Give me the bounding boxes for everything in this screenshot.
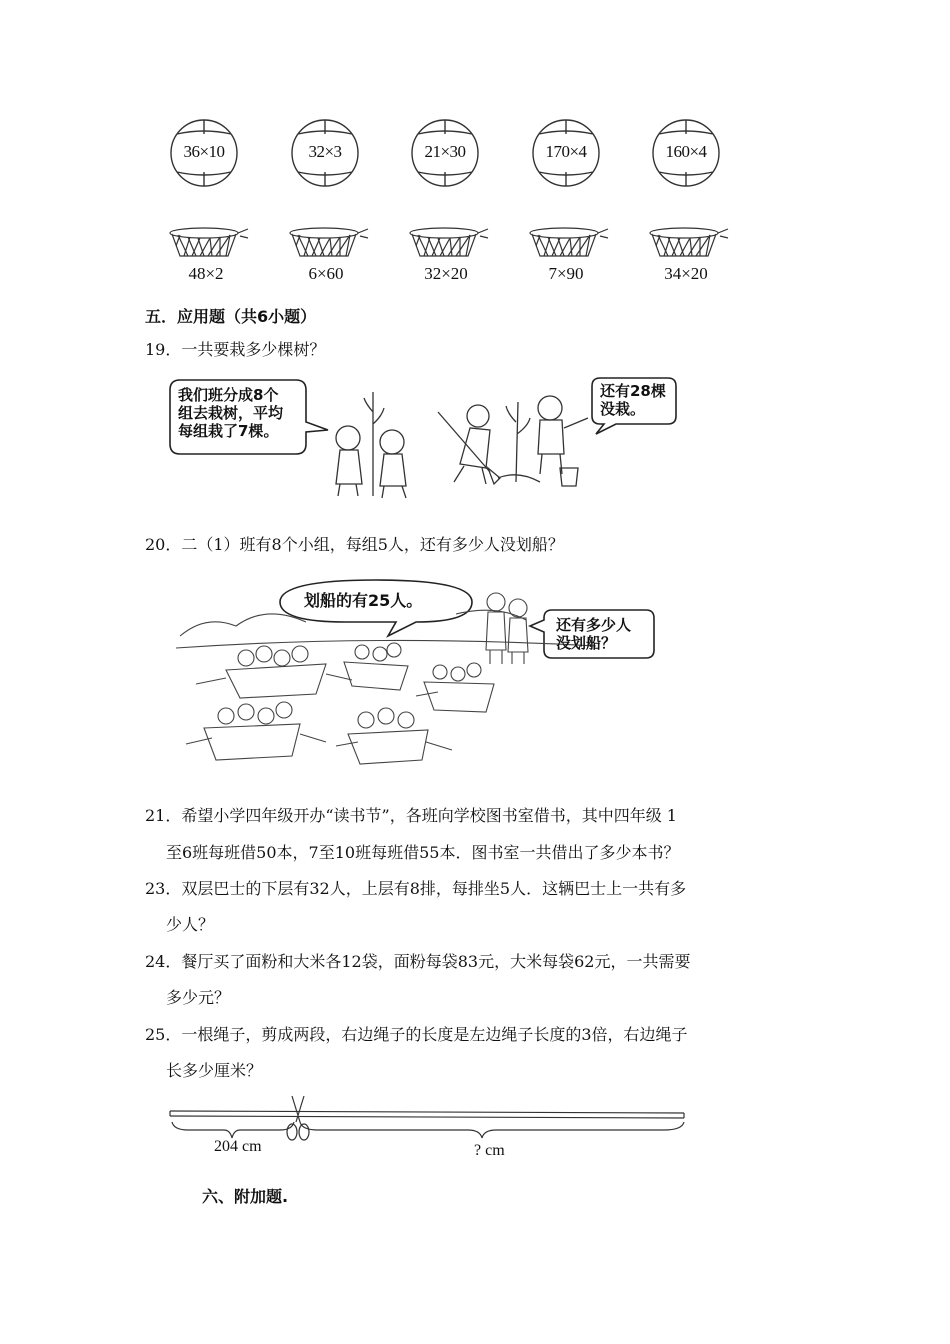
speech-bubble-right: [556, 616, 631, 652]
question-24-line-2: 多少元？: [166, 988, 231, 1007]
basketball: [288, 116, 362, 190]
hoop-expression: 48×2: [188, 264, 224, 283]
speech-bubble-left: 划船的有25人。: [304, 591, 423, 610]
basketball: [649, 116, 723, 190]
ball-expression: 170×4: [545, 142, 587, 161]
hoop-expression: 7×90: [548, 264, 584, 283]
ball-expression: 21×30: [424, 142, 466, 161]
question-21-line-1: 21．希望小学四年级开办“读书节”，各班向学校图书室借书，其中四年级 1: [145, 806, 677, 825]
basketball-hoop: [646, 226, 730, 288]
bubble-line: 还有多少人: [556, 616, 632, 634]
bubble-line: 没划船？: [556, 634, 617, 652]
question-25-line-1: 25．一根绳子，剪成两段，右边绳子的长度是左边绳子长度的3倍，右边绳子: [145, 1025, 688, 1044]
basketball: [167, 116, 241, 190]
ball-expression: 160×4: [665, 142, 707, 161]
bubble-line: 我们班分成8个: [178, 386, 279, 404]
question-24-line-1: 24．餐厅买了面粉和大米各12袋，面粉每袋83元，大米每袋62元，一共需要: [145, 952, 691, 971]
question-25-line-2: 长多少厘米？: [166, 1061, 263, 1080]
bubble-line: 没栽。: [600, 400, 646, 418]
question-21-line-2: 至6班每班借50本，7至10班每班借55本．图书室一共借出了多少本书？: [166, 843, 680, 862]
question-23-line-2: 少人？: [166, 915, 215, 934]
question-20: 20．二（1）班有8个小组，每组5人，还有多少人没划船？: [145, 535, 564, 554]
basketball-hoop: [166, 226, 250, 288]
hoop-expression: 34×20: [664, 264, 708, 283]
basketball-hoop: [406, 226, 490, 288]
tree-planting-illustration: [168, 372, 688, 502]
question-19: 19．一共要栽多少棵树？: [145, 340, 326, 359]
hoop-expression: 32×20: [424, 264, 468, 283]
ball-expression: 32×3: [308, 142, 342, 161]
boating-illustration: [176, 574, 666, 774]
right-length-label: ? cm: [474, 1142, 505, 1159]
basketball: [529, 116, 603, 190]
ball-expression: 36×10: [183, 142, 225, 161]
question-23-line-1: 23．双层巴士的下层有32人，上层有8排，每排坐5人．这辆巴士上一共有多: [145, 879, 687, 898]
left-length-label: 204 cm: [214, 1138, 262, 1155]
bubble-line: 每组栽了7棵。: [178, 422, 279, 440]
section-title: 五．应用题（共6小题）: [145, 307, 317, 326]
bubble-line: 组去栽树，平均: [178, 404, 284, 422]
speech-bubble-left: [178, 386, 283, 440]
basketball-hoop: [526, 226, 610, 288]
rope-diagram: [168, 1092, 688, 1164]
section-title: 六、附加题.: [202, 1187, 289, 1206]
hoop-expression: 6×60: [308, 264, 344, 283]
bubble-line: 还有28棵: [600, 382, 666, 400]
basketball-hoop: [286, 226, 370, 288]
speech-bubble-right: [600, 382, 666, 418]
basketball: [408, 116, 482, 190]
